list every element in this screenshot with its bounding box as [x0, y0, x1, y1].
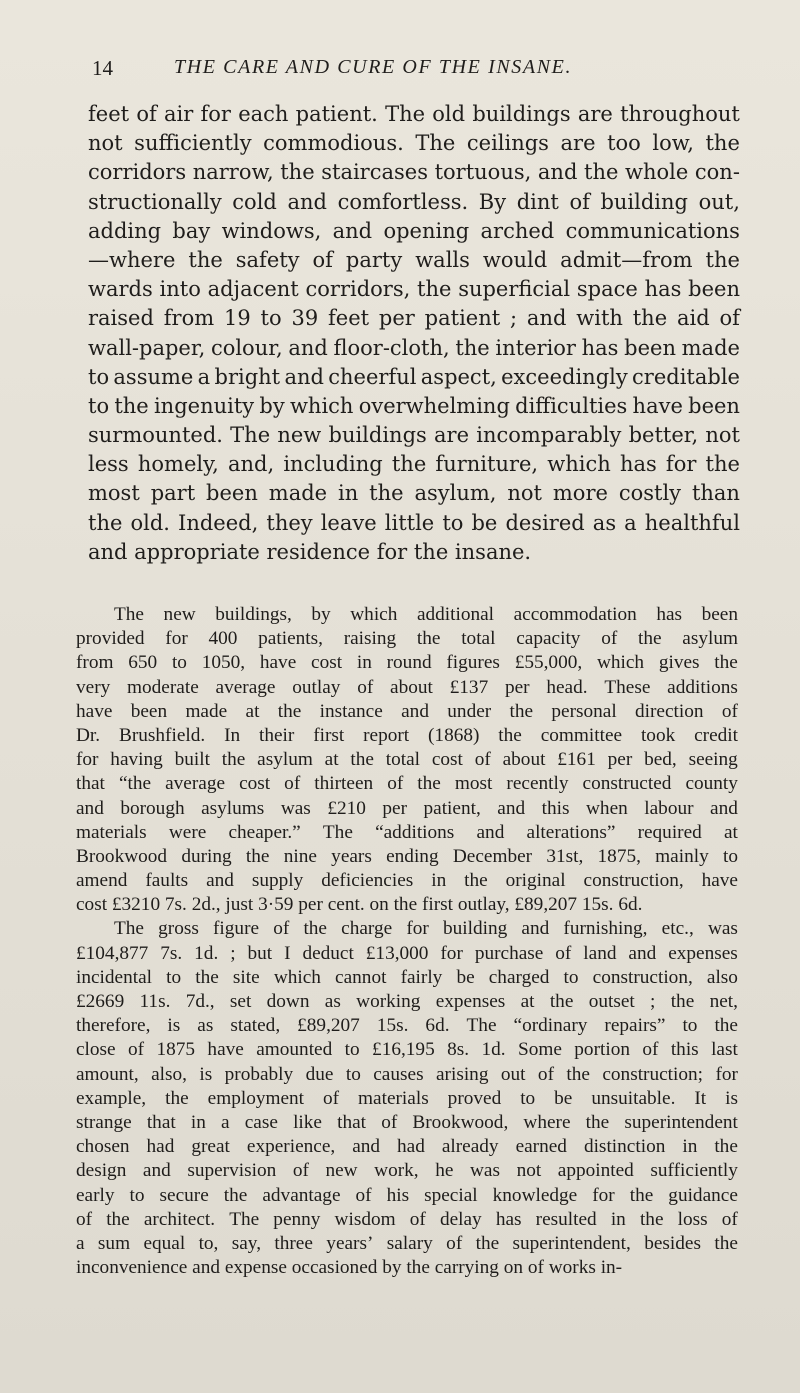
text-line: most part been made in the asylum, not more costly than	[88, 481, 740, 506]
text-line: design and supervision of new work, he was not appointed sufficiently	[76, 1160, 738, 1182]
text-line: feet of air for each patient. The old buildings are throughout	[88, 102, 740, 126]
text-line: Dr. Brushfield. In their first report (1868) the committee took credit	[76, 724, 738, 746]
text-line: therefore, is as stated, £89,207 15s. 6d. The “ordinary repairs” to the	[76, 1015, 738, 1037]
text-line: wall-paper, colour, and floor-cloth, the interior has been made	[88, 335, 740, 360]
text-line: a sum equal to, say, three years’ salary of the superintendent, besides the	[76, 1232, 738, 1254]
text-line: corridors narrow, the staircases tortuous, and the whole con-	[88, 160, 740, 185]
text-line: structionally cold and comfortless. By dint of building out,	[88, 189, 740, 214]
text-line: early to secure the advantage of his special knowledge for the guidance	[76, 1184, 738, 1206]
text-line: and appropriate residence for the insane.	[88, 539, 532, 564]
text-line: the old. Indeed, they leave little to be desired as a healthful	[88, 510, 740, 535]
text-line: materials were cheaper.” The “additions and alterations” required at	[76, 821, 738, 843]
text-line: from 650 to 1050, have cost in round figures £55,000, which gives the	[76, 652, 738, 674]
footnote-paragraphs	[76, 603, 738, 1280]
text-line: £2669 11s. 7d., set down as working expenses at the outset ; the net,	[76, 991, 738, 1012]
text-line: example, the employment of materials proved to be unsuitable. It is	[76, 1087, 738, 1109]
text-line: incidental to the site which cannot fairly be charged to construction, also	[76, 966, 738, 988]
text-line: less homely, and, including the furniture, which has for the	[88, 452, 740, 477]
text-line: amend faults and supply deficiencies in the original construction, have	[76, 870, 738, 892]
text-line: to the ingenuity by which overwhelming difficulties have been	[88, 393, 740, 418]
text-line: and borough asylums was £210 per patient, and this when labour and	[76, 797, 738, 819]
text-line: The gross figure of the charge for building and furnishing, etc., was	[114, 918, 738, 940]
text-line: adding bay windows, and opening arched communications	[88, 218, 740, 243]
text-line: have been made at the instance and under the personal direction of	[76, 700, 738, 722]
text-line: close of 1875 have amounted to £16,195 8s. 1d. Some portion of this last	[76, 1039, 738, 1061]
text-line: chosen had great experience, and had already earned distinction in the	[76, 1136, 738, 1158]
text-line: inconvenience and expense occasioned by the carrying on of works in-	[76, 1257, 623, 1279]
text-line: of the architect. The penny wisdom of delay has resulted in the loss of	[76, 1208, 738, 1230]
text-line: raised from 19 to 39 feet per patient ; and with the aid of	[88, 306, 740, 331]
page-header	[92, 56, 667, 88]
text-line: not sufficiently commodious. The ceilings are too low, the	[88, 131, 740, 156]
page-number: 14	[92, 56, 113, 80]
text-line: £104,877 7s. 1d. ; but I deduct £13,000 for purchase of land and expenses	[76, 942, 738, 964]
text-line: cost £3210 7s. 2d., just 3·59 per cent. on the first outlay, £89,207 15s. 6d.	[76, 894, 643, 916]
text-line: surmounted. The new buildings are incomparably better, not	[88, 423, 740, 448]
main-paragraph	[88, 100, 740, 567]
text-line: provided for 400 patients, raising the total capacity of the asylum	[76, 628, 738, 650]
text-line: amount, also, is probably due to causes arising out of the construction; for	[76, 1063, 738, 1085]
text-line: to assume a bright and cheerful aspect, exceedingly creditable	[88, 364, 740, 389]
text-line: for having built the asylum at the total cost of about £161 per bed, seeing	[76, 749, 738, 771]
text-line: very moderate average outlay of about £137 per head. These additions	[76, 676, 738, 698]
text-line: strange that in a case like that of Brookwood, where the superintendent	[76, 1111, 738, 1133]
running-title: THE CARE AND CURE OF THE INSANE.	[174, 56, 573, 78]
text-line: wards into adjacent corridors, the superficial space has been	[88, 277, 740, 302]
text-line: The new buildings, by which additional accommodation has been	[114, 604, 738, 625]
text-line: Brookwood during the nine years ending December 31st, 1875, mainly to	[76, 845, 738, 867]
text-line: that “the average cost of thirteen of the most recently constructed county	[76, 773, 738, 795]
text-line: —where the safety of party walls would admit—from the	[88, 247, 740, 272]
